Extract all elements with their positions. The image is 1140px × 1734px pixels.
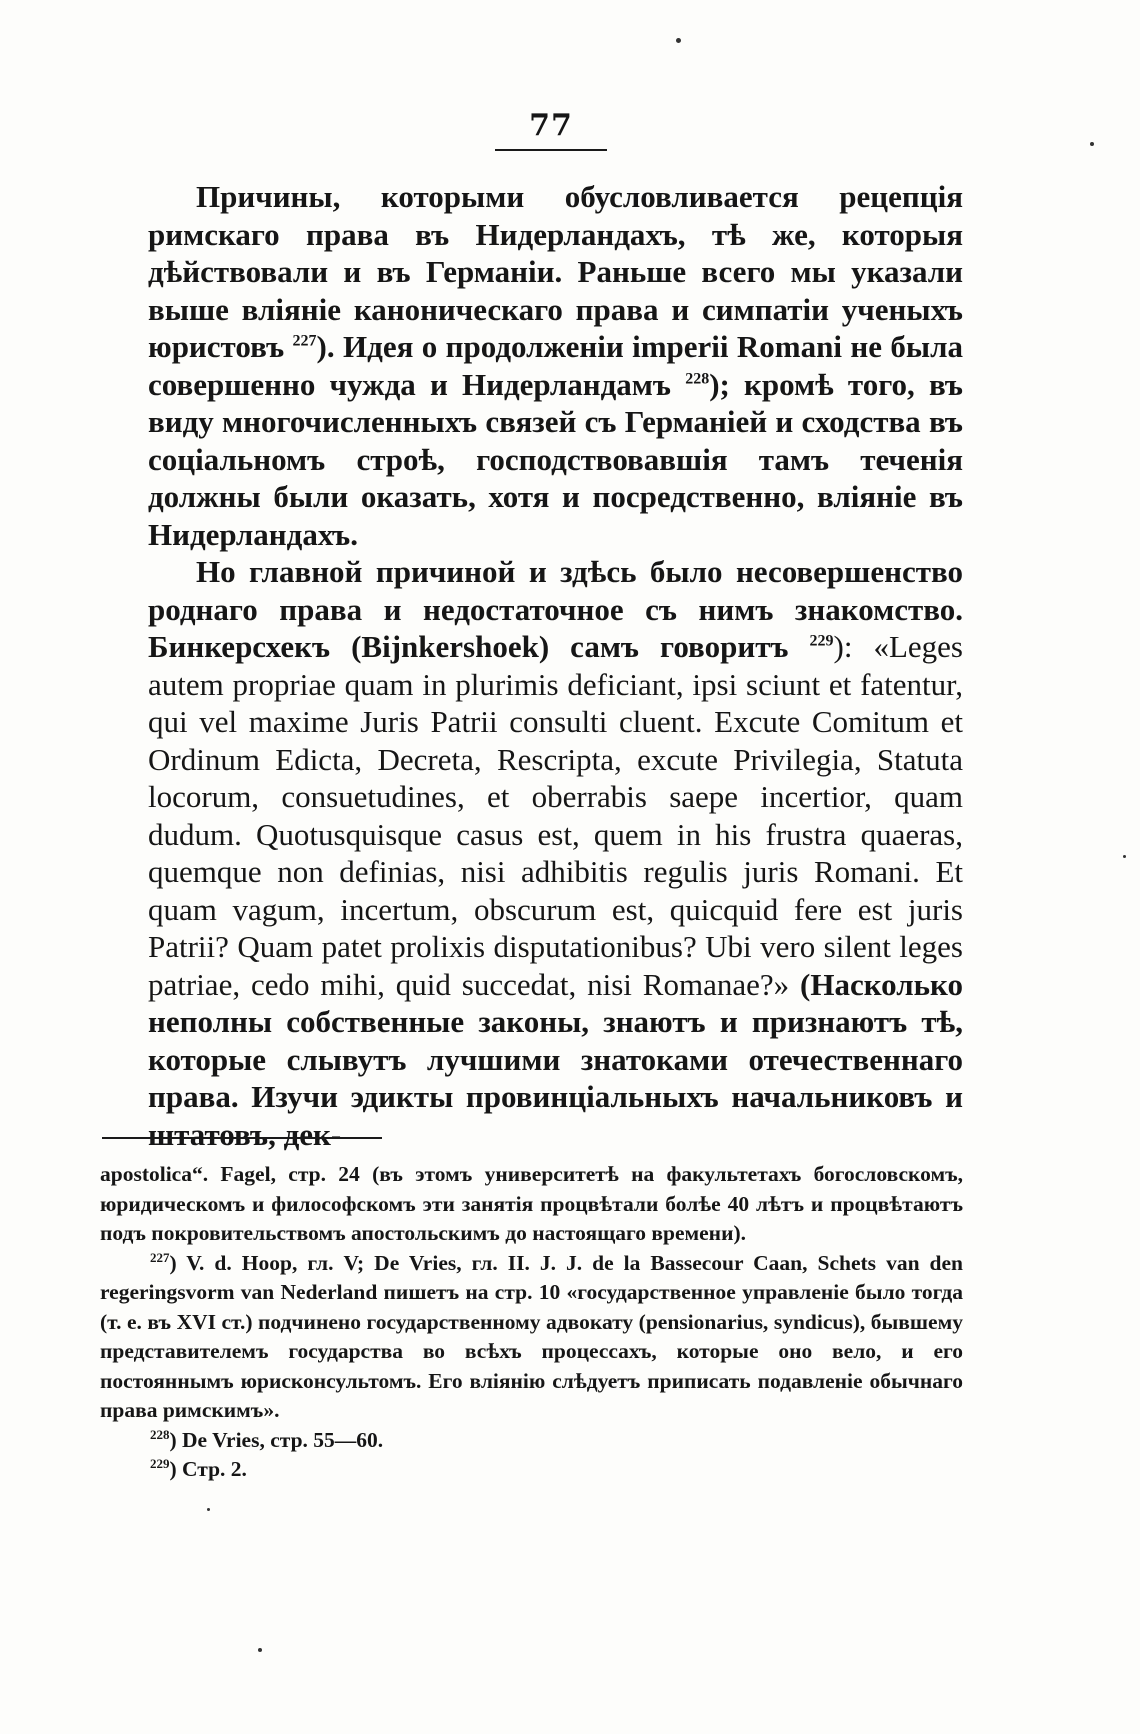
paragraph-2: [148, 553, 963, 1153]
footnote-ref-227[interactable]: 227: [292, 332, 317, 350]
scan-speck: [258, 1648, 262, 1652]
footnote-228: [100, 1426, 963, 1456]
paragraph-1-part-b: ). Идея о продолженіи imperii Romani не была совершенно чужда и Нидерландамъ: [148, 329, 964, 402]
footnote-229-text: ) Стр. 2.: [169, 1457, 247, 1481]
footnote-229-mark: 229: [150, 1455, 170, 1471]
scan-speck: [207, 1508, 210, 1511]
footnote-divider: [102, 1137, 382, 1139]
footnote-227: [100, 1249, 963, 1426]
scan-speck: [1123, 855, 1126, 858]
footnote-227-mark: 227: [150, 1249, 170, 1265]
main-text: [148, 178, 963, 1153]
footnote-ref-229[interactable]: 229: [809, 632, 834, 650]
latin-quote: ): «Leges autem propriae quam in plurimis deficiant, ipsi sciunt et fatentur, qui vel maxime Juris Patrii consulti cluent. Excute Comitum et Ordinum Edicta, Decreta, Rescripta, excute Privilegia, Statuta locorum, consuetudines, et oberrabis saepe incertior, quam dudum. Quotusquisque casus est, quem in his frustra quaeras, quemque non definias, nisi adhibitis regulis juris Romani. Et quam vagum, incertum, obscurum est, quicquid fere est juris Patrii? Quam patet prolixis disputationibus? Ubi vero silent leges patriae, cedo mihi, quid succedat, nisi Romanae?»: [148, 629, 963, 1002]
footnotes-block: [100, 1160, 963, 1485]
footnote-ref-228[interactable]: 228: [685, 370, 710, 388]
footnote-229: [100, 1455, 963, 1485]
paragraph-2-part-a: Но главной причиной и здѣсь было несовершенство роднаго права и недостаточное съ нимъ знакомство. Бинкерсхекъ (Bijnkershoek) самъ говоритъ: [148, 554, 963, 664]
footnote-228-text: ) De Vries, стр. 55—60.: [169, 1427, 384, 1452]
paragraph-1-part-c: ); кромѣ того, въ виду многочисленныхъ связей съ Германіей и сходства въ соціальномъ строѣ, господствовавшія тамъ теченія должны были оказать, хотя и посредственно, вліяніе въ Нидерландахъ.: [148, 366, 963, 552]
footnote-227-text: ) V. d. Hoop, гл. V; De Vries, гл. II. J. J. de la Bassecour Caan, Schets van den regeringsvorm van Nederland пишетъ на стр. 10 «государственное управленіе было тогда (т. е. въ XVI ст.) подчинено государственному адвокату (pensionarius, syndicus), бывшему представителемъ государства во всѣхъ процессахъ, которые оно вело, и его постояннымъ юрисконсультомъ. Его вліянію слѣдуетъ приписать подавленіе обычнаго права римскимъ».: [100, 1250, 963, 1422]
page-number: 77: [495, 108, 607, 151]
scan-speck: [676, 38, 681, 43]
footnote-continuation: apostolica“. Fagel, стр. 24 (въ этомъ университетѣ на факультетахъ богословскомъ, юридическомъ и философскомъ эти занятія процвѣтали болѣе 40 лѣтъ и процвѣтаютъ подъ покровительствомъ апостольскимъ до настоящаго времени).: [100, 1162, 963, 1245]
footnote-228-mark: 228: [150, 1426, 170, 1442]
paragraph-1: [148, 178, 963, 553]
paragraph-2-translation: (Насколько неполны собственные законы, знаютъ и признаютъ тѣ, которые слывутъ лучшими знатоками отечественнаго права. Изучи эдикты провинціальныхъ начальниковъ и штатовъ, дек-: [148, 966, 963, 1152]
paragraph-1-part-a: Причины, которыми обусловливается рецепція римскаго права въ Нидерландахъ, тѣ же, которыя дѣйствовали и въ Германіи. Раньше всего мы указали выше вліяніе каноническаго права и симпатіи ученыхъ юристовъ: [148, 179, 963, 364]
scan-speck: [1090, 142, 1094, 146]
